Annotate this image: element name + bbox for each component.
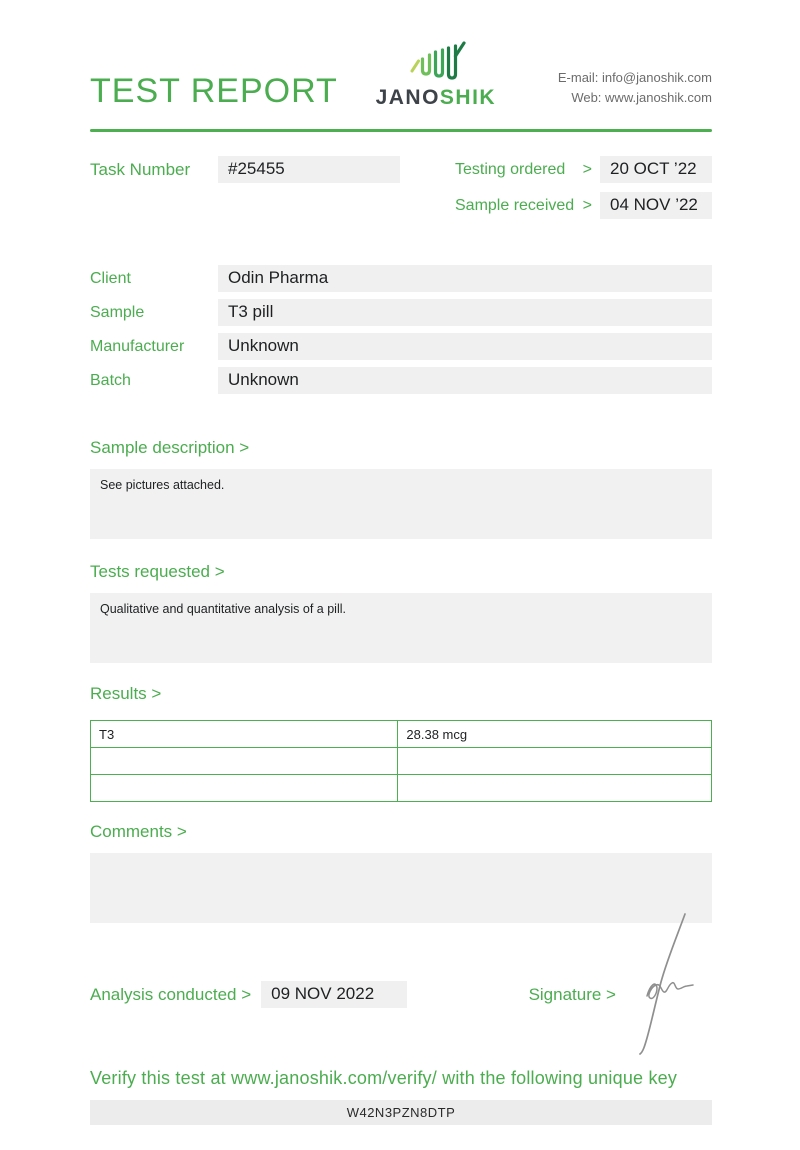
contact-web-line xyxy=(558,88,712,108)
sample-received-value: 04 NOV ’22 xyxy=(600,192,712,219)
unique-key: W42N3PZN8DTP xyxy=(90,1100,712,1125)
manufacturer-label: Manufacturer xyxy=(90,337,185,355)
header-divider xyxy=(90,129,712,132)
sample-received-label: Sample received xyxy=(455,196,575,214)
manufacturer-value: Unknown xyxy=(218,333,712,360)
testing-ordered-arrow: > xyxy=(582,160,592,178)
sample-description-heading: Sample description > xyxy=(90,438,250,457)
verify-instruction: Verify this test at www.janoshik.com/verify/ with the following unique key xyxy=(90,1068,678,1088)
testing-ordered-row xyxy=(455,156,712,183)
comments-heading: Comments > xyxy=(90,822,187,841)
testing-ordered-value: 20 OCT ’22 xyxy=(600,156,712,183)
analysis-date-value: 09 NOV 2022 xyxy=(261,981,407,1008)
result-analyte xyxy=(91,748,398,775)
batch-label: Batch xyxy=(90,371,131,389)
detail-rows xyxy=(90,265,712,394)
client-value: Odin Pharma xyxy=(218,265,712,292)
logo-wordmark xyxy=(376,86,497,110)
janoshik-logo xyxy=(376,40,497,110)
result-amount xyxy=(398,748,712,775)
email-label: E-mail: xyxy=(557,70,599,85)
results-table xyxy=(90,720,712,802)
contact-email-line xyxy=(558,68,712,88)
web-value: www.janoshik.com xyxy=(605,90,712,106)
task-number-group xyxy=(90,156,400,183)
growth-chart-icon xyxy=(405,40,467,84)
table-row xyxy=(91,721,712,748)
page-title: TEST REPORT xyxy=(90,72,338,110)
client-label: Client xyxy=(90,269,131,287)
result-amount: 28.38 mcg xyxy=(398,721,712,748)
dates-group xyxy=(455,156,712,219)
analysis-conducted-label: Analysis conducted > xyxy=(90,984,252,1004)
logo-word-secondary: SHIK xyxy=(439,86,497,109)
email-value: info@janoshik.com xyxy=(601,70,712,85)
batch-value: Unknown xyxy=(218,367,712,394)
result-analyte: T3 xyxy=(91,721,398,748)
report-header xyxy=(90,0,712,111)
results-heading: Results > xyxy=(90,684,162,703)
sample-label: Sample xyxy=(90,303,145,321)
table-row xyxy=(91,748,712,775)
sample-description-body: See pictures attached. xyxy=(90,469,712,539)
tests-requested-body: Qualitative and quantitative analysis of a pill. xyxy=(90,593,712,663)
tests-requested-heading: Tests requested > xyxy=(90,562,225,581)
signature-scribble xyxy=(617,908,709,1058)
testing-ordered-label: Testing ordered xyxy=(455,160,566,178)
table-row xyxy=(91,775,712,802)
signature-label: Signature > xyxy=(528,984,616,1004)
logo-word-primary: JANO xyxy=(375,86,440,109)
web-label: Web: xyxy=(571,90,602,106)
task-number-value: #25455 xyxy=(218,156,400,183)
sample-received-row xyxy=(455,192,712,219)
task-number-label: Task Number xyxy=(90,159,191,179)
result-analyte xyxy=(91,775,398,802)
sample-received-arrow: > xyxy=(582,196,592,214)
sample-value: T3 pill xyxy=(218,299,712,326)
result-amount xyxy=(398,775,712,802)
contact-block xyxy=(558,68,712,108)
meta-row xyxy=(90,156,712,219)
